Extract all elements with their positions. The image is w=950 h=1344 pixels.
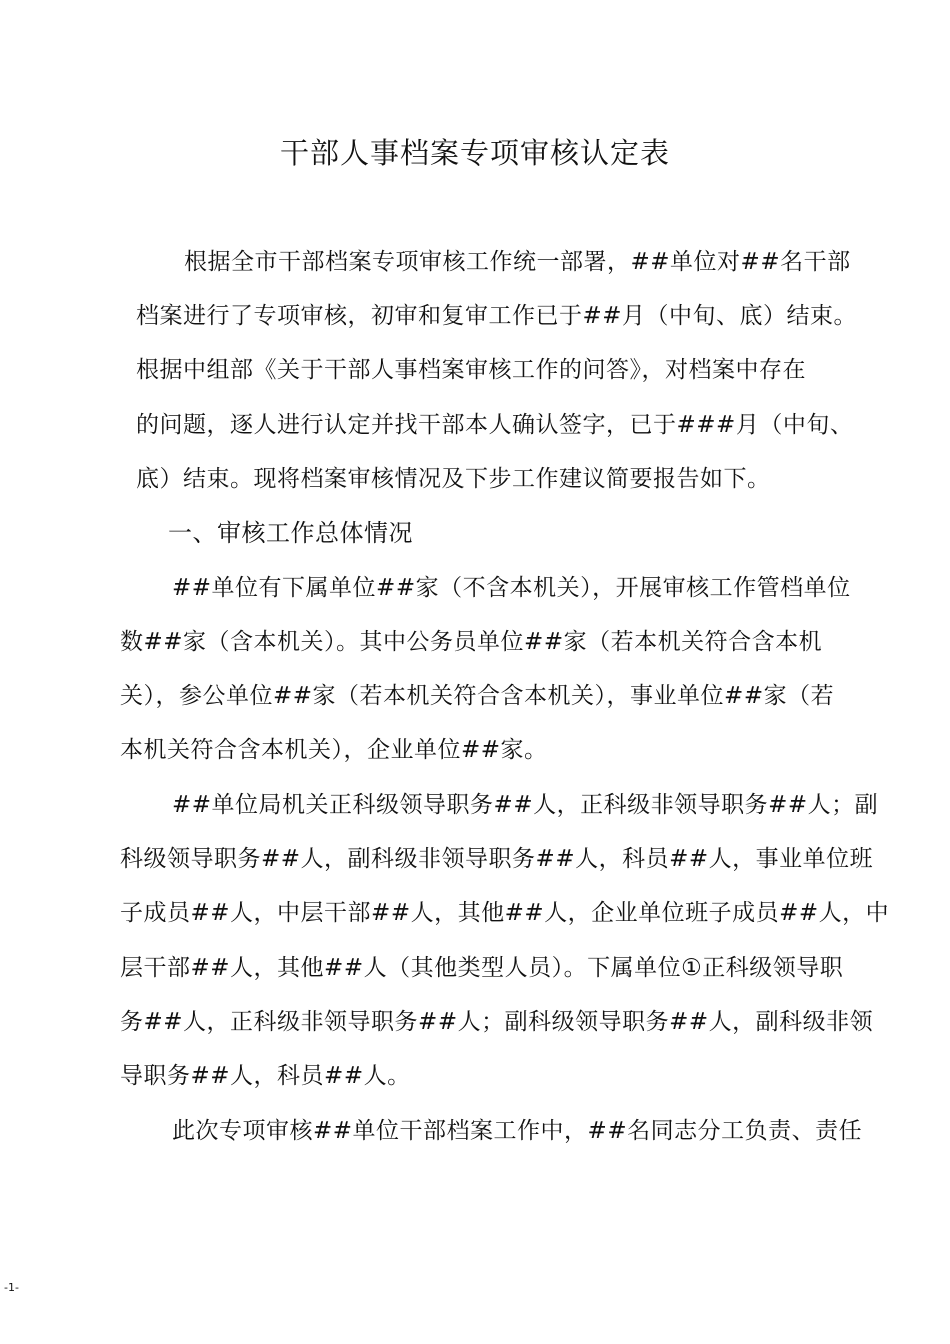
review-line-1: 此次专项审核##单位干部档案工作中，##名同志分工负责、责任 <box>172 1118 863 1144</box>
staff-line-2: 科级领导职务##人，副科级非领导职务##人，科员##人，事业单位班 <box>120 846 874 872</box>
units-line-2: 数##家（含本机关）。其中公务员单位##家（若本机关符合含本机 <box>120 629 823 655</box>
intro-line-2: 档案进行了专项审核，初审和复审工作已于##月（中旬、底）结束。 <box>136 303 858 329</box>
page-number: -1- <box>4 1281 19 1294</box>
section-heading: 一、审核工作总体情况 <box>168 519 413 547</box>
intro-line-4: 的问题，逐人进行认定并找干部本人确认签字，已于###月（中旬、 <box>136 412 854 438</box>
staff-line-6: 导职务##人，科员##人。 <box>120 1063 411 1089</box>
staff-line-4: 层干部##人，其他##人（其他类型人员）。下属单位①正科级领导职 <box>120 955 844 981</box>
staff-line-3: 子成员##人，中层干部##人，其他##人，企业单位班子成员##人，中 <box>120 900 890 926</box>
staff-line-1: ##单位局机关正科级领导职务##人，正科级非领导职务##人；副 <box>172 792 879 818</box>
intro-line-1: 根据全市干部档案专项审核工作统一部署，##单位对##名干部 <box>184 249 851 275</box>
intro-line-5: 底）结束。现将档案审核情况及下步工作建议简要报告如下。 <box>136 466 771 492</box>
units-line-1: ##单位有下属单位##家（不含本机关），开展审核工作管档单位 <box>172 575 851 601</box>
document-title: 干部人事档案专项审核认定表 <box>279 136 670 170</box>
units-line-3: 关），参公单位##家（若本机关符合含本机关），事业单位##家（若 <box>120 683 835 709</box>
staff-line-5: 务##人，正科级非领导职务##人；副科级领导职务##人，副科级非领 <box>120 1009 874 1035</box>
intro-line-3: 根据中组部《关于干部人事档案审核工作的问答》，对档案中存在 <box>136 357 806 383</box>
units-line-4: 本机关符合含本机关），企业单位##家。 <box>120 737 548 763</box>
